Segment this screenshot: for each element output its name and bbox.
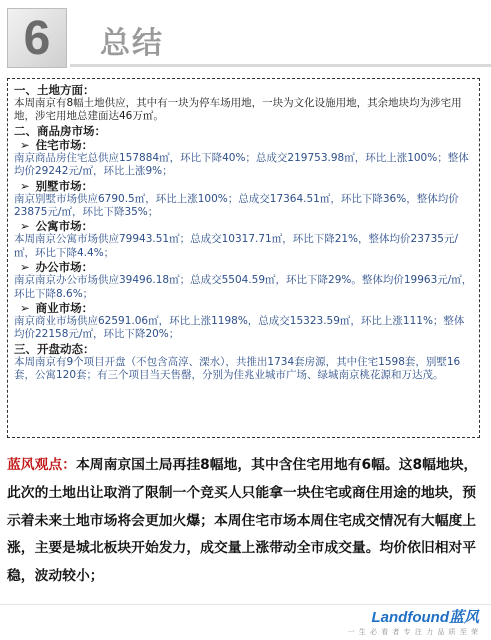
logo-text: Landfound蓝风 — [371, 609, 479, 626]
commercial-text: 南京商业市场供应62591.06㎡，环比上涨1198%，总成交15323.59㎡，环比上涨111%；整体均价22158元/㎡，环比下降20%； — [14, 315, 465, 341]
arrow-bullet-icon: ➢ — [20, 219, 30, 234]
villa-text: 南京别墅市场供应6790.5㎡，环比上涨100%；总成交17364.51㎡，环比下降36%，整体均价23875元/㎡，环比下降35%； — [14, 192, 459, 219]
summary-box — [7, 78, 480, 438]
commercial-title: ➢ 商业市场： — [20, 301, 94, 316]
brand-logo — [348, 606, 479, 637]
arrow-bullet-icon: ➢ — [20, 178, 30, 193]
opinion-text: 本周南京国土局再挂8幅地，其中含住宅用地有6幅。这8幅地块，此次的土地出让取消了限制一个竞买人只能拿一块住宅或商住用途的地块，预示着未来土地市场将会更加火爆；本周住宅市场本周住宅成交情况有大幅度上涨，主要是城北板块开始发力，成交量上涨带动全市成交量。均价依旧相对平稳，波动较小； — [7, 457, 478, 585]
header-divider — [70, 64, 491, 67]
logo-tagline: 一 生 必 看 者 专 注 力 品 质 至 荣 — [347, 628, 479, 636]
section-land-title: 一、土地方面： — [14, 83, 95, 97]
section-market-title: 二、商品房市场： — [14, 123, 106, 138]
opinion-label: 蓝风观点： — [7, 457, 76, 473]
arrow-bullet-icon: ➢ — [20, 137, 30, 152]
villa-title: ➢ 别墅市场： — [20, 178, 94, 193]
opinion-paragraph — [7, 452, 480, 591]
page-title: 总结 — [100, 26, 164, 61]
section-land-text: 本周南京有8幅土地供应，其中有一块为停车场用地，一块为文化设施用地，其余地块均为涉宅用地，涉宅用地总建面达46万㎡。 — [14, 97, 462, 123]
office-title: ➢ 办公市场： — [20, 260, 94, 275]
footer-divider — [0, 604, 491, 605]
apartment-text: 本周南京公寓市场供应79943.51㎡；总成交10317.71㎡，环比下降21%，整体均价23735元/㎡，环比下降4.4%； — [14, 233, 458, 259]
section-opening-title: 三、开盘动态： — [14, 341, 95, 356]
residential-title: ➢ 住宅市场： — [20, 137, 94, 152]
residential-text: 南京商品房住宅总供应157884㎡，环比下降40%；总成交219753.98㎡，环比上涨100%；整体均价29242元/㎡，环比上涨9%； — [14, 151, 469, 178]
section-number: 6 — [7, 8, 67, 68]
apartment-title: ➢ 公寓市场： — [20, 219, 94, 234]
arrow-bullet-icon: ➢ — [20, 260, 30, 275]
office-text: 南京南京办公市场供应39496.18㎡；总成交5504.59㎡，环比下降29%。整体均价19963元/㎡，环比下降8.6%； — [14, 274, 473, 300]
arrow-bullet-icon: ➢ — [20, 301, 30, 316]
page-header — [0, 0, 491, 70]
section-opening-text: 本周南京有9个项目开盘（不包含高淳、溧水），共推出1734套房源，其中住宅1598套，别墅16套，公寓120套；有三个项目当天售罄，分别为佳兆业城市广场、绿城南京桃花源和万达茂。 — [14, 355, 461, 382]
